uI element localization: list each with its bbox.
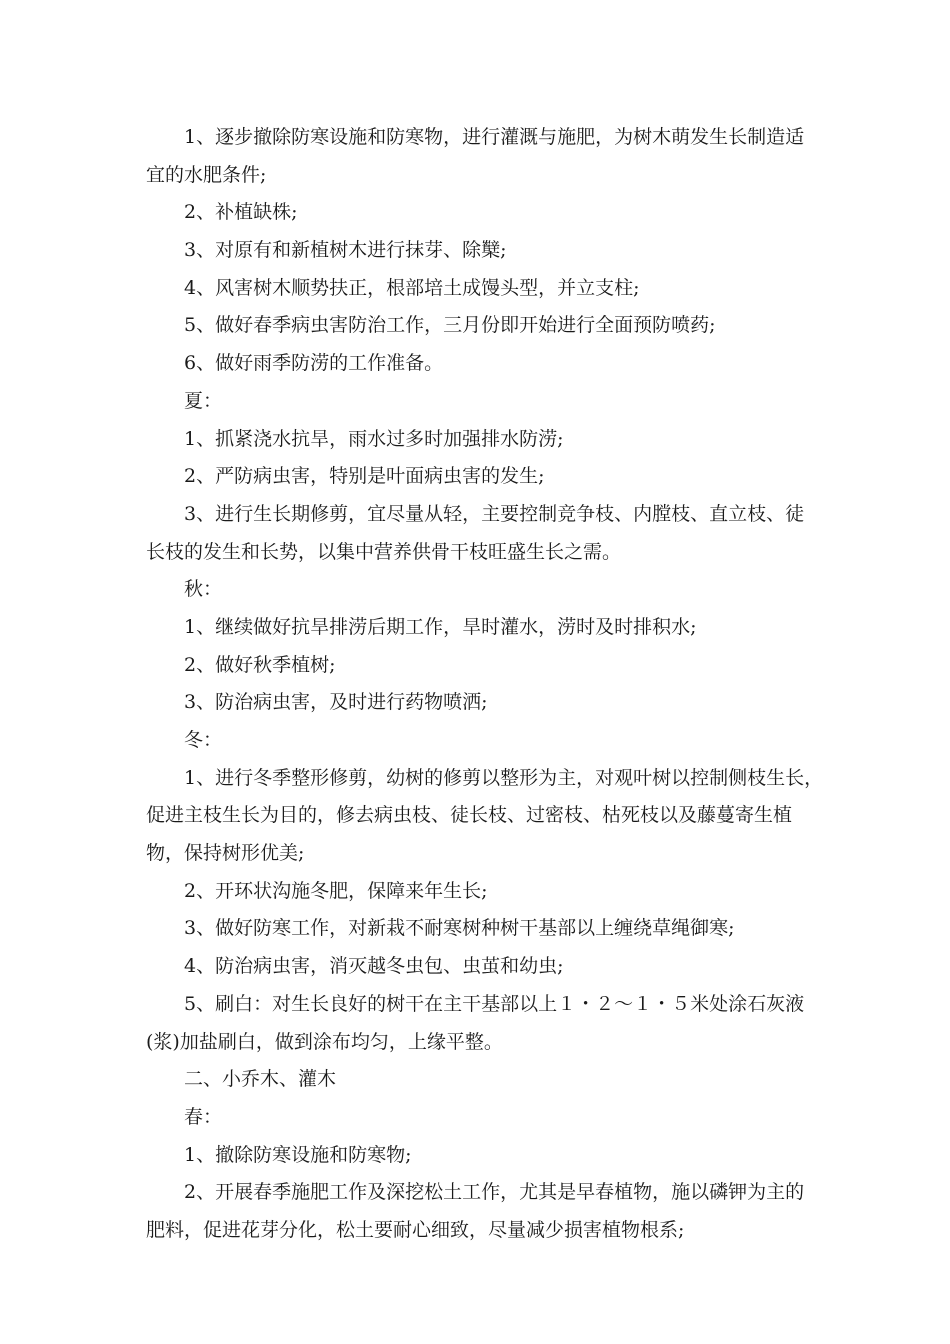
text-line: 1、进行冬季整形修剪，幼树的修剪以整形为主，对观叶树以控制侧枝生长， <box>184 766 824 789</box>
text-line: 秋： <box>184 578 223 601</box>
text-line: 1、抓紧浇水抗旱，雨水过多时加强排水防涝; <box>184 427 564 450</box>
text-line: 2、做好秋季植树; <box>184 653 336 676</box>
text-line: 3、进行生长期修剪，宜尽量从轻，主要控制竞争枝、内膛枝、直立枝、徒 <box>184 502 805 525</box>
text-line: 肥料，促进花芽分化，松土要耐心细致，尽量减少损害植物根系; <box>146 1218 685 1241</box>
text-line: 5、做好春季病虫害防治工作，三月份即开始进行全面预防喷药; <box>184 314 716 337</box>
text-line: 3、做好防寒工作，对新栽不耐寒树种树干基部以上缠绕草绳御寒; <box>184 917 735 940</box>
text-line: 2、开环状沟施冬肥，保障来年生长; <box>184 879 488 902</box>
text-line: 3、对原有和新植树木进行抹芽、除櫱; <box>184 239 507 262</box>
text-line: 2、开展春季施肥工作及深挖松土工作，尤其是早春植物，施以磷钾为主的 <box>184 1181 805 1204</box>
text-line: 春： <box>184 1105 223 1128</box>
text-line: 1、撤除防寒设施和防寒物; <box>184 1143 412 1166</box>
text-line: 6、做好雨季防涝的工作准备。 <box>184 352 444 375</box>
text-line: 5、刷白：对生长良好的树干在主干基部以上１・２～１・５米处涂石灰液 <box>184 992 805 1015</box>
text-line: 3、防治病虫害，及时进行药物喷洒; <box>184 691 488 714</box>
text-line: 2、补植缺株; <box>184 201 298 224</box>
text-line: (浆)加盐刷白，做到涂布均匀，上缘平整。 <box>146 1030 503 1053</box>
text-line: 物，保持树形优美; <box>146 842 305 865</box>
text-line: 冬： <box>184 729 223 751</box>
text-line: 2、严防病虫害，特别是叶面病虫害的发生; <box>184 465 545 488</box>
text-line: 4、风害树木顺势扶正，根部培土成馒头型，并立支柱; <box>184 276 640 299</box>
document-body <box>146 119 824 1250</box>
text-line: 二、小乔木、灌木 <box>184 1068 337 1091</box>
text-line: 促进主枝生长为目的，修去病虫枝、徒长枝、过密枝、枯死枝以及藤蔓寄生植 <box>146 804 793 827</box>
text-line: 长枝的发生和长势，以集中营养供骨干枝旺盛生长之需。 <box>146 540 622 563</box>
text-line: 夏： <box>184 389 223 412</box>
text-line: 宜的水肥条件; <box>146 163 267 186</box>
text-line: 1、逐步撤除防寒设施和防寒物，进行灌溉与施肥，为树木萌发生长制造适 <box>184 126 805 148</box>
text-line: 1、继续做好抗旱排涝后期工作，旱时灌水，涝时及时排积水; <box>184 615 697 638</box>
text-line: 4、防治病虫害，消灭越冬虫包、虫茧和幼虫; <box>184 955 564 978</box>
